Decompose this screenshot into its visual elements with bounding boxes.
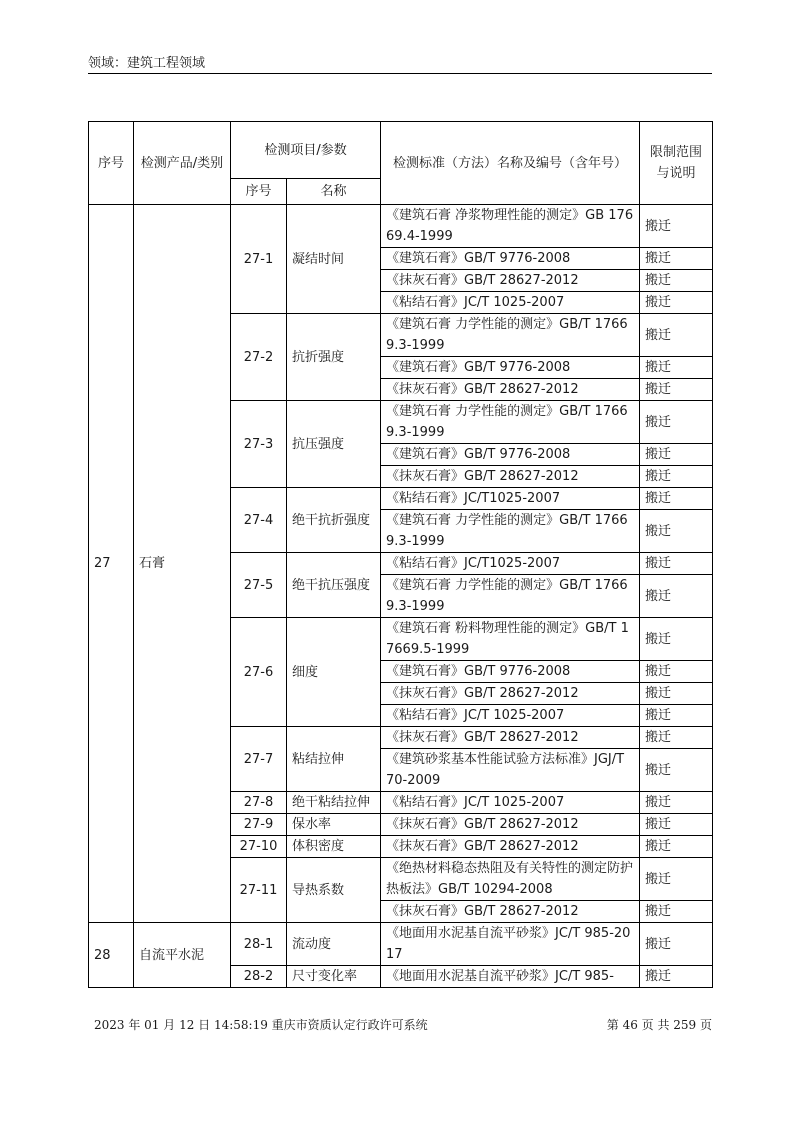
limit-note: 搬迁 xyxy=(640,444,713,466)
limit-note: 搬迁 xyxy=(640,205,713,248)
standard-name: 《抹灰石膏》GB/T 28627-2012 xyxy=(381,466,640,488)
domain-label: 领域：建筑工程领域 xyxy=(88,56,206,71)
item-name: 绝干抗折强度 xyxy=(287,488,381,553)
limit-note: 搬迁 xyxy=(640,966,713,988)
table-row xyxy=(89,923,713,966)
standard-name: 《建筑石膏 净浆物理性能的测定》GB 17669.4-1999 xyxy=(381,205,640,248)
limit-note: 搬迁 xyxy=(640,248,713,270)
limit-note: 搬迁 xyxy=(640,792,713,814)
header-seq: 序号 xyxy=(89,122,134,205)
footer-page-number: 第 46 页 共 259 页 xyxy=(606,1018,712,1032)
standard-name: 《建筑石膏 力学性能的测定》GB/T 17669.3-1999 xyxy=(381,510,640,553)
group-product: 石膏 xyxy=(134,205,231,923)
standard-name: 《地面用水泥基自流平砂浆》JC/T 985- xyxy=(381,966,640,988)
limit-note: 搬迁 xyxy=(640,727,713,749)
standard-name: 《抹灰石膏》GB/T 28627-2012 xyxy=(381,814,640,836)
item-name: 保水率 xyxy=(287,814,381,836)
standard-name: 《粘结石膏》JC/T 1025-2007 xyxy=(381,792,640,814)
page-header xyxy=(88,56,712,72)
item-name: 凝结时间 xyxy=(287,205,381,314)
item-name: 导热系数 xyxy=(287,858,381,923)
item-seq: 27-1 xyxy=(231,205,287,314)
standard-name: 《抹灰石膏》GB/T 28627-2012 xyxy=(381,901,640,923)
item-seq: 28-2 xyxy=(231,966,287,988)
limit-note: 搬迁 xyxy=(640,270,713,292)
standard-name: 《粘结石膏》JC/T1025-2007 xyxy=(381,553,640,575)
table-row xyxy=(89,205,713,248)
header-product: 检测产品/类别 xyxy=(134,122,231,205)
standard-name: 《抹灰石膏》GB/T 28627-2012 xyxy=(381,836,640,858)
item-seq: 27-11 xyxy=(231,858,287,923)
standard-name: 《建筑石膏》GB/T 9776-2008 xyxy=(381,357,640,379)
limit-note: 搬迁 xyxy=(640,466,713,488)
standard-name: 《抹灰石膏》GB/T 28627-2012 xyxy=(381,727,640,749)
limit-note: 搬迁 xyxy=(640,401,713,444)
limit-note: 搬迁 xyxy=(640,814,713,836)
limit-note: 搬迁 xyxy=(640,314,713,357)
standard-name: 《建筑石膏 力学性能的测定》GB/T 17669.3-1999 xyxy=(381,575,640,618)
limit-note: 搬迁 xyxy=(640,510,713,553)
item-seq: 27-2 xyxy=(231,314,287,401)
item-name: 流动度 xyxy=(287,923,381,966)
item-seq: 27-8 xyxy=(231,792,287,814)
header-standard: 检测标准（方法）名称及编号（含年号） xyxy=(381,122,640,205)
item-name: 细度 xyxy=(287,618,381,727)
limit-note: 搬迁 xyxy=(640,683,713,705)
limit-note: 搬迁 xyxy=(640,618,713,661)
item-name: 体积密度 xyxy=(287,836,381,858)
item-name: 抗折强度 xyxy=(287,314,381,401)
group-product: 自流平水泥 xyxy=(134,923,231,988)
standard-name: 《抹灰石膏》GB/T 28627-2012 xyxy=(381,683,640,705)
item-seq: 27-7 xyxy=(231,727,287,792)
limit-note: 搬迁 xyxy=(640,749,713,792)
standard-name: 《建筑石膏 粉料物理性能的测定》GB/T 17669.5-1999 xyxy=(381,618,640,661)
header-item-seq: 序号 xyxy=(231,179,287,205)
limit-note: 搬迁 xyxy=(640,488,713,510)
standard-name: 《建筑石膏》GB/T 9776-2008 xyxy=(381,444,640,466)
standard-name: 《粘结石膏》JC/T 1025-2007 xyxy=(381,705,640,727)
footer-timestamp: 2023 年 01 月 12 日 14:58:19 重庆市资质认定行政许可系统 xyxy=(94,1018,428,1032)
standard-name: 《抹灰石膏》GB/T 28627-2012 xyxy=(381,379,640,401)
inspection-scope-table xyxy=(88,121,713,988)
limit-note: 搬迁 xyxy=(640,858,713,901)
limit-note: 搬迁 xyxy=(640,661,713,683)
header-divider xyxy=(88,73,712,74)
group-seq: 27 xyxy=(89,205,134,923)
item-seq: 27-4 xyxy=(231,488,287,553)
standard-name: 《建筑砂浆基本性能试验方法标准》JGJ/T 70-2009 xyxy=(381,749,640,792)
limit-note: 搬迁 xyxy=(640,357,713,379)
item-seq: 27-10 xyxy=(231,836,287,858)
header-item-group: 检测项目/参数 xyxy=(231,122,381,179)
item-seq: 27-9 xyxy=(231,814,287,836)
standard-name: 《建筑石膏 力学性能的测定》GB/T 17669.3-1999 xyxy=(381,314,640,357)
item-name: 抗压强度 xyxy=(287,401,381,488)
limit-note: 搬迁 xyxy=(640,379,713,401)
item-name: 绝干粘结拉伸 xyxy=(287,792,381,814)
standard-name: 《粘结石膏》JC/T1025-2007 xyxy=(381,488,640,510)
item-seq: 28-1 xyxy=(231,923,287,966)
standard-name: 《绝热材料稳态热阻及有关特性的测定防护热板法》GB/T 10294-2008 xyxy=(381,858,640,901)
item-seq: 27-3 xyxy=(231,401,287,488)
limit-note: 搬迁 xyxy=(640,901,713,923)
standard-name: 《粘结石膏》JC/T 1025-2007 xyxy=(381,292,640,314)
standard-name: 《建筑石膏》GB/T 9776-2008 xyxy=(381,248,640,270)
limit-note: 搬迁 xyxy=(640,553,713,575)
standard-name: 《抹灰石膏》GB/T 28627-2012 xyxy=(381,270,640,292)
limit-note: 搬迁 xyxy=(640,836,713,858)
limit-note: 搬迁 xyxy=(640,923,713,966)
header-limit: 限制范围与说明 xyxy=(640,122,713,205)
group-seq: 28 xyxy=(89,923,134,988)
limit-note: 搬迁 xyxy=(640,292,713,314)
item-seq: 27-6 xyxy=(231,618,287,727)
item-name: 绝干抗压强度 xyxy=(287,553,381,618)
standard-name: 《地面用水泥基自流平砂浆》JC/T 985-2017 xyxy=(381,923,640,966)
standard-name: 《建筑石膏》GB/T 9776-2008 xyxy=(381,661,640,683)
limit-note: 搬迁 xyxy=(640,705,713,727)
limit-note: 搬迁 xyxy=(640,575,713,618)
item-seq: 27-5 xyxy=(231,553,287,618)
item-name: 尺寸变化率 xyxy=(287,966,381,988)
header-item-name: 名称 xyxy=(287,179,381,205)
standard-name: 《建筑石膏 力学性能的测定》GB/T 17669.3-1999 xyxy=(381,401,640,444)
item-name: 粘结拉伸 xyxy=(287,727,381,792)
